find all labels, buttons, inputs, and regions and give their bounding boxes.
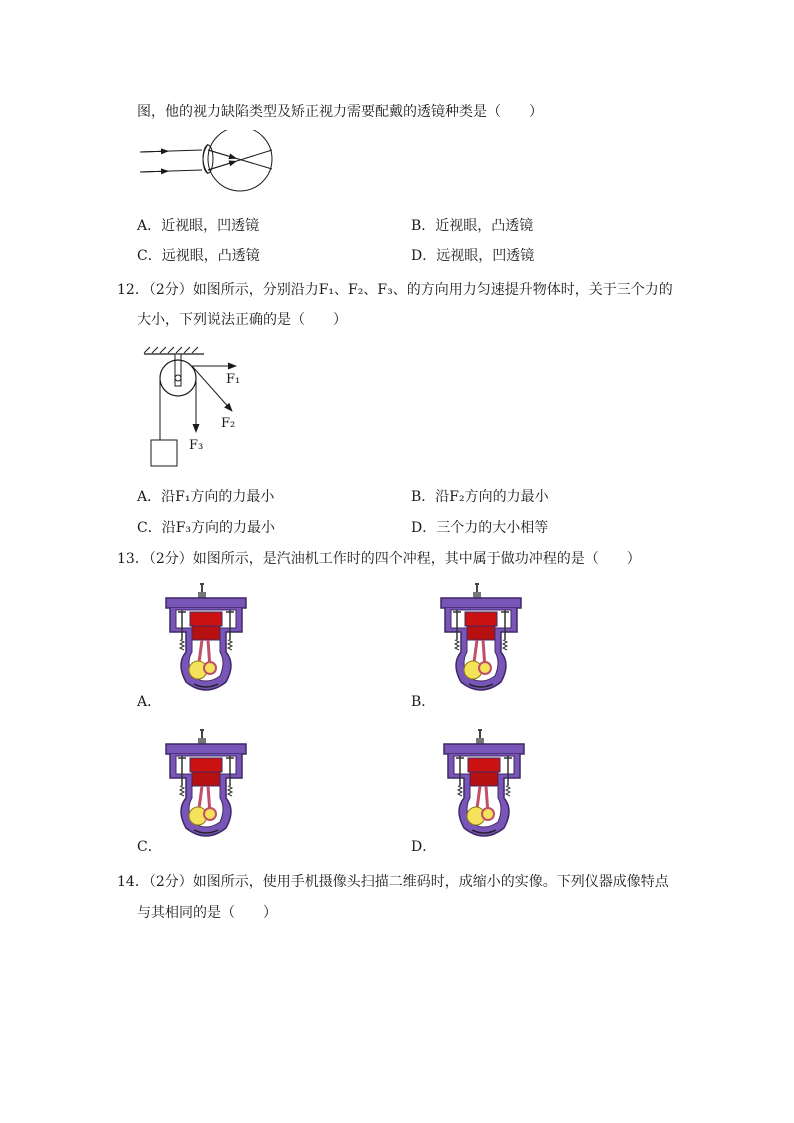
q13-option-b[interactable]: B． (411, 694, 436, 710)
q11-option-c[interactable]: C．远视眼，凸透镜 (137, 248, 260, 264)
engine-figure-d[interactable] (440, 728, 528, 846)
label-f1: F₁ (226, 372, 241, 387)
engine-figure-a[interactable] (162, 582, 250, 700)
ceiling-hatch (144, 347, 204, 354)
engine-figure-c[interactable] (162, 728, 250, 846)
q12-option-a[interactable]: A．沿F₁方向的力最小 (137, 489, 275, 505)
q12-option-c[interactable]: C．沿F₃方向的力最小 (137, 520, 276, 536)
q13-option-d[interactable]: D． (411, 839, 437, 855)
q11-option-b[interactable]: B．近视眼，凸透镜 (411, 218, 534, 234)
eye-diagram (138, 130, 278, 192)
q13-stem: 13．（2分）如图所示，是汽油机工作时的四个冲程，其中属于做功冲程的是（ ） (117, 551, 641, 567)
engine-figure-b[interactable] (437, 582, 525, 700)
q11-option-d[interactable]: D．远视眼，凹透镜 (411, 248, 535, 264)
q11-option-a[interactable]: A．近视眼，凹透镜 (137, 218, 260, 234)
q12-stem-line2: 大小，下列说法正确的是（ ） (137, 312, 347, 328)
label-f2: F₂ (221, 416, 236, 431)
label-f3: F₃ (189, 438, 204, 453)
q14-stem-line1: 14．（2分）如图所示，使用手机摄像头扫描二维码时，成缩小的实像。下列仪器成像特点 (117, 874, 669, 890)
cornea (203, 144, 208, 174)
q12-option-d[interactable]: D．三个力的大小相等 (411, 520, 549, 536)
q12-stem-line1: 12．（2分）如图所示，分别沿力F₁、F₂、F₃、的方向用力匀速提升物体时，关于三个力的 (117, 282, 673, 298)
weight-block (151, 440, 177, 466)
q11-stem-tail: 图，他的视力缺陷类型及矫正视力需要配戴的透镜种类是（ ） (137, 104, 543, 120)
q13-option-a[interactable]: A． (137, 694, 162, 710)
q13-option-c[interactable]: C． (137, 839, 162, 855)
q12-option-b[interactable]: B．沿F₂方向的力最小 (411, 489, 549, 505)
q14-stem-line2: 与其相同的是（ ） (137, 905, 277, 921)
